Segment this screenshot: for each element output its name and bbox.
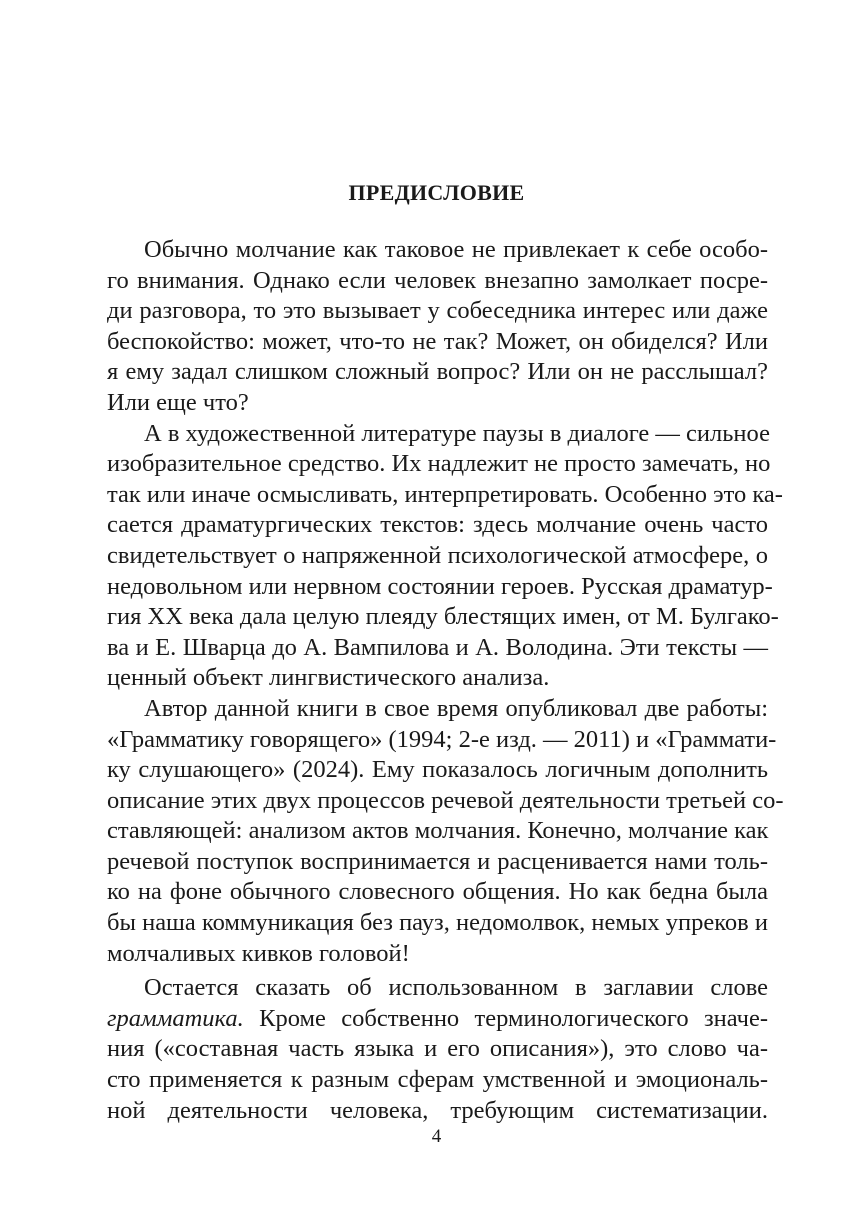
text-line: беспокойство: может, что-то не так? Может, он обиделся? Или	[107, 327, 768, 355]
text-line: ставляющей: анализом актов молчания. Конечно, молчание как	[107, 817, 769, 845]
text-line: описание этих двух процессов речевой деятельности третьей со-	[107, 786, 784, 814]
text-line: го внимания. Однако если человек внезапно замолкает посре-	[107, 266, 768, 294]
text-line: Остается сказать об использованном в заглавии слове	[144, 974, 768, 1002]
text-line: сто применяется к разным сферам умственной и эмоциональ-	[107, 1066, 768, 1094]
paragraph-2	[107, 419, 783, 694]
text-line: ценный объект лингвистического анализа.	[107, 664, 550, 692]
text-line: ва и Е. Шварца до А. Вампилова и А. Володина. Эти тексты —	[107, 633, 768, 661]
body-text	[107, 235, 784, 1126]
text-line: изобразительное средство. Их надлежит не просто замечать, но	[107, 450, 771, 478]
text-line: я ему задал слишком сложный вопрос? Или он не расслышал?	[107, 358, 768, 386]
text-line: молчаливых кивков головой!	[107, 939, 410, 967]
text-line: гия XX века дала целую плеяду блестящих имен, от М. Булгако-	[107, 603, 779, 631]
text-line: речевой поступок воспринимается и расценивается нами толь-	[107, 847, 768, 875]
text-line: ди разговора, то это вызывает у собеседника интерес или даже	[107, 297, 768, 325]
text-line: ния («составная часть языка и его описания»), это слово ча-	[107, 1035, 768, 1063]
text-line: ко на фоне обычного словесного общения. Но как бедна была	[107, 878, 768, 906]
text-line: Или еще что?	[107, 388, 249, 416]
paragraph-3	[107, 694, 784, 969]
text-fragment: Кроме собственно терминологического значе-	[243, 1004, 768, 1032]
page-title: ПРЕДИСЛОВИЕ	[348, 180, 525, 205]
text-line: сается драматургических текстов: здесь молчание очень часто	[107, 511, 768, 539]
paragraph-1	[107, 235, 768, 419]
text-line: так или иначе осмысливать, интерпретировать. Особенно это ка-	[107, 480, 783, 508]
paragraph-4	[107, 973, 768, 1126]
text-line	[107, 1004, 768, 1035]
text-line: ной деятельности человека, требующим систематизации.	[107, 1096, 768, 1124]
text-line: А в художественной литературе паузы в диалоге — сильное	[144, 419, 770, 447]
italic-term: грамматика.	[107, 1004, 244, 1032]
page-number: 4	[431, 1126, 442, 1147]
text-line: недовольном или нервном состоянии героев. Русская драматур-	[107, 572, 773, 600]
text-line: бы наша коммуникация без пауз, недомолвок, немых упреков и	[107, 909, 768, 937]
text-line: свидетельствует о напряженной психологической атмосфере, о	[107, 541, 768, 569]
text-line: Обычно молчание как таковое не привлекает к себе особо-	[144, 236, 768, 263]
text-line: Автор данной книги в свое время опубликовал две работы:	[144, 694, 768, 722]
text-line: ку слушающего» (2024). Ему показалось логичным дополнить	[107, 756, 768, 784]
text-line: «Грамматику говорящего» (1994; 2-е изд. — 2011) и «Граммати-	[107, 725, 777, 753]
